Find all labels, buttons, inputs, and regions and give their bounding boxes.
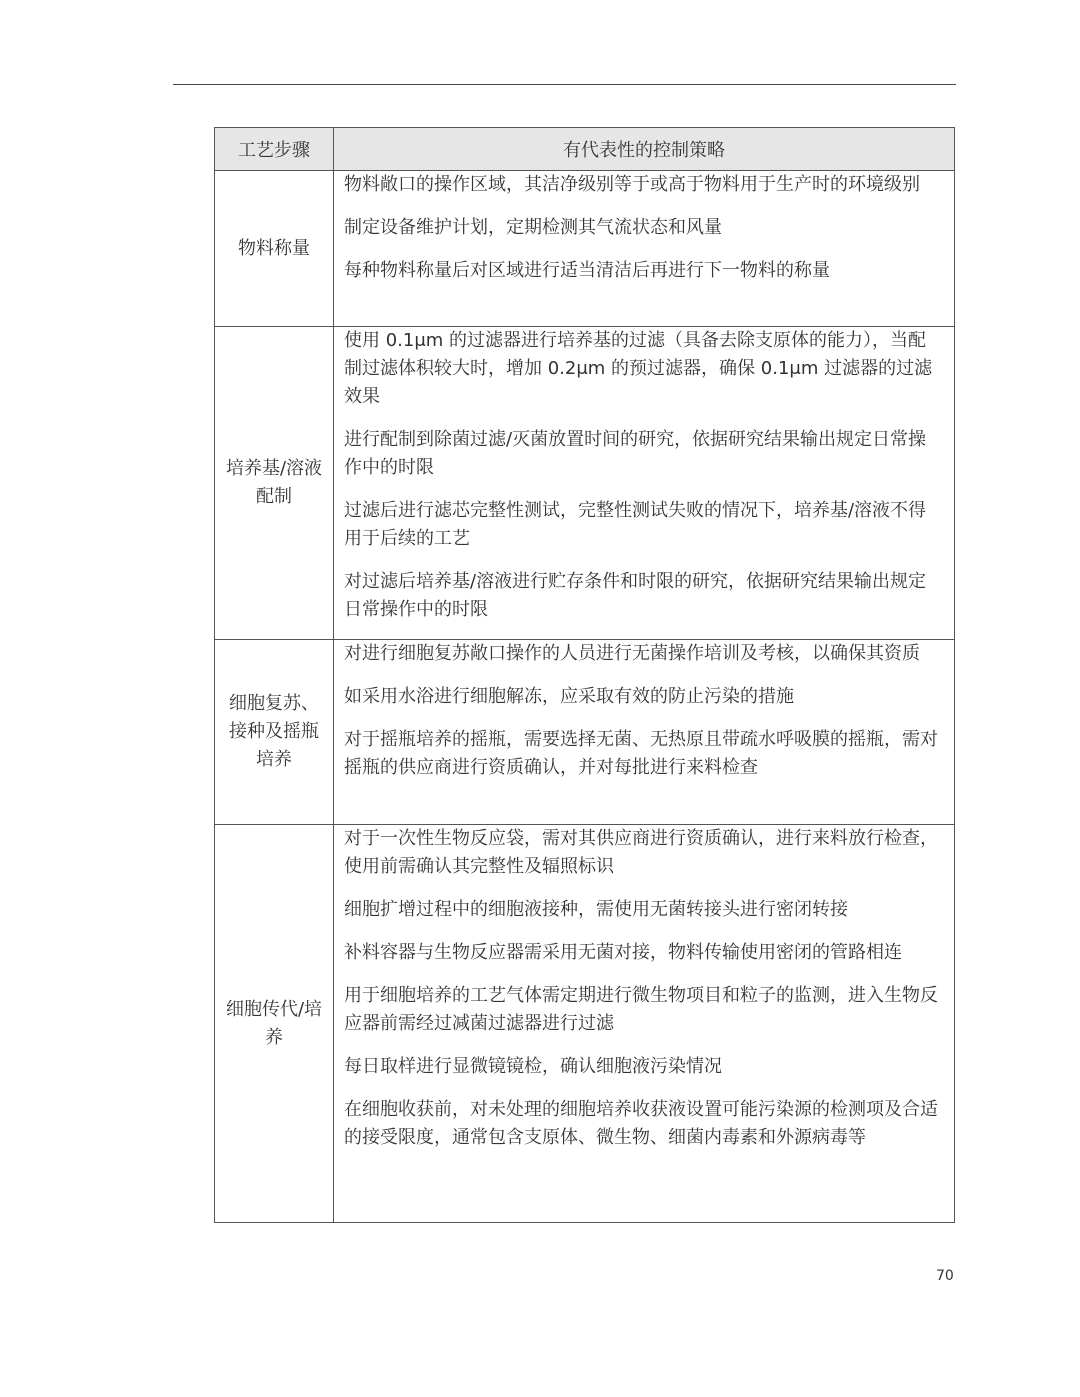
table-row	[215, 327, 955, 640]
page-number: 70	[936, 1268, 954, 1284]
table-row	[215, 640, 955, 825]
control-measure: 在细胞收获前，对未处理的细胞培养收获液设置可能污染源的检测项及合适的接受限度，通常包含支原体、微生物、细菌内毒素和外源病毒等	[344, 1099, 938, 1148]
control-strategy-table	[214, 127, 955, 1223]
control-measure: 细胞扩增过程中的细胞液接种，需使用无菌转接头进行密闭转接	[344, 899, 848, 920]
process-step-cell: 细胞传代/培养	[215, 825, 334, 1223]
control-measure: 如采用水浴进行细胞解冻，应采取有效的防止污染的措施	[344, 686, 794, 707]
control-measures-cell	[334, 825, 955, 1223]
control-measure: 补料容器与生物反应器需采用无菌对接，物料传输使用密闭的管路相连	[344, 942, 902, 963]
control-measure: 每日取样进行显微镜镜检，确认细胞液污染情况	[344, 1056, 722, 1077]
control-measure: 使用 0.1μm 的过滤器进行培养基的过滤（具备去除支原体的能力），当配制过滤体积较大时，增加 0.2μm 的预过滤器，确保 0.1μm 过滤器的过滤效果	[344, 330, 933, 407]
header-rule	[173, 84, 956, 85]
control-measure: 对过滤后培养基/溶液进行贮存条件和时限的研究，依据研究结果输出规定日常操作中的时限	[344, 571, 927, 620]
control-measure: 过滤后进行滤芯完整性测试，完整性测试失败的情况下，培养基/溶液不得用于后续的工艺	[344, 500, 927, 549]
control-measures-cell	[334, 327, 955, 640]
control-measures-cell	[334, 171, 955, 327]
control-measure: 每种物料称量后对区域进行适当清洁后再进行下一物料的称量	[344, 260, 830, 281]
control-measure: 制定设备维护计划，定期检测其气流状态和风量	[344, 217, 722, 238]
control-measure: 对于摇瓶培养的摇瓶，需要选择无菌、无热原且带疏水呼吸膜的摇瓶，需对摇瓶的供应商进行资质确认，并对每批进行来料检查	[344, 729, 938, 778]
table-row	[215, 825, 955, 1223]
header-control-strategy: 有代表性的控制策略	[334, 128, 955, 171]
table-row	[215, 171, 955, 327]
control-measure: 物料敞口的操作区域，其洁净级别等于或高于物料用于生产时的环境级别	[344, 174, 920, 195]
process-step-cell: 细胞复苏、接种及摇瓶培养	[215, 640, 334, 825]
header-process-step: 工艺步骤	[215, 128, 334, 171]
table-header-row	[215, 128, 955, 171]
control-measure: 用于细胞培养的工艺气体需定期进行微生物项目和粒子的监测，进入生物反应器前需经过减菌过滤器进行过滤	[344, 985, 938, 1034]
control-measure: 进行配制到除菌过滤/灭菌放置时间的研究，依据研究结果输出规定日常操作中的时限	[344, 429, 927, 478]
process-step-cell: 培养基/溶液配制	[215, 327, 334, 640]
process-step-cell: 物料称量	[215, 171, 334, 327]
control-measure: 对于一次性生物反应袋，需对其供应商进行资质确认，进行来料放行检查，使用前需确认其完整性及辐照标识	[344, 828, 938, 877]
control-measure: 对进行细胞复苏敞口操作的人员进行无菌操作培训及考核，以确保其资质	[344, 643, 920, 664]
control-measures-cell	[334, 640, 955, 825]
